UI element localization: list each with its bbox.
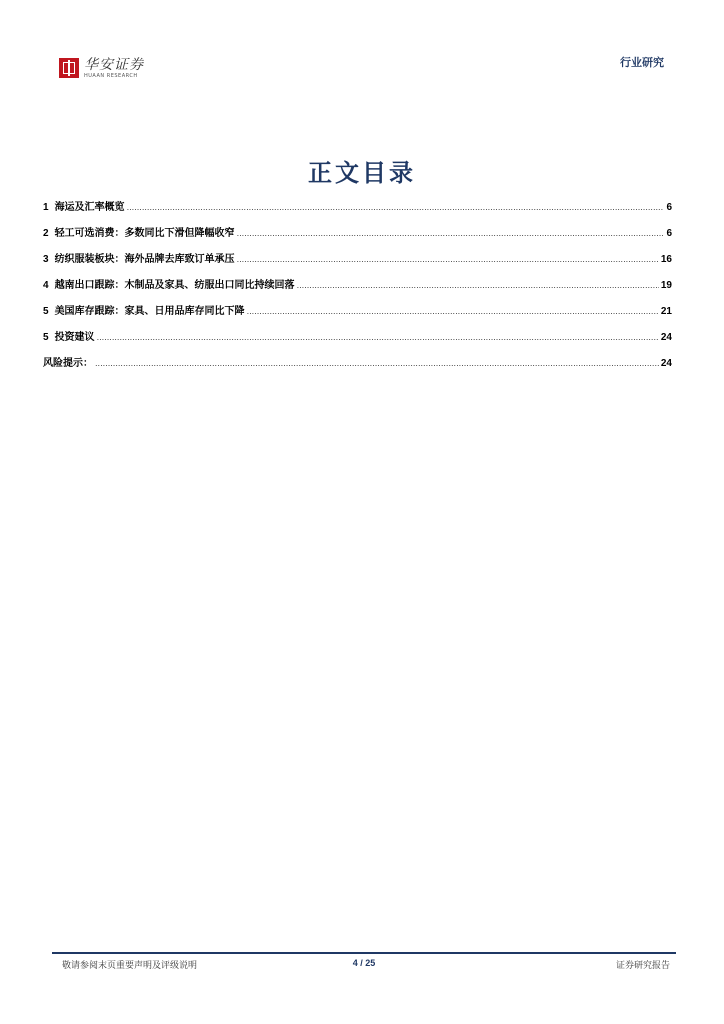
toc-entry-number: 4 xyxy=(43,280,49,291)
toc-entry[interactable] xyxy=(43,276,672,302)
toc-entry[interactable] xyxy=(43,250,672,276)
toc-entry[interactable] xyxy=(43,354,672,380)
page-number: 4 / 25 xyxy=(352,958,376,968)
toc-entry-page: 6 xyxy=(666,202,672,213)
toc-leader-dots xyxy=(95,358,659,369)
toc-entry-number: 5 xyxy=(43,332,49,343)
toc-entry-number: 5 xyxy=(43,306,49,317)
report-category: 行业研究 xyxy=(620,56,664,69)
toc-entry[interactable] xyxy=(43,198,672,224)
toc-entry-label: 风险提示： xyxy=(43,358,93,369)
toc-title: 正文目录 xyxy=(308,158,416,187)
toc-entry-label: 纺织服装板块：海外品牌去库致订单承压 xyxy=(54,254,235,265)
logo-name-en: HUAAN RESEARCH xyxy=(84,73,138,79)
toc-entry-number: 3 xyxy=(43,254,49,265)
toc-entry-label: 越南出口跟踪：木制品及家具、纺服出口同比持续回落 xyxy=(54,280,295,291)
toc-entry-number: 2 xyxy=(43,228,49,239)
toc-entry-page: 24 xyxy=(660,358,672,369)
footer-divider xyxy=(52,952,676,954)
toc-entry-page: 6 xyxy=(666,228,672,239)
toc-leader-dots xyxy=(127,202,665,213)
toc-entry[interactable] xyxy=(43,328,672,354)
toc-entry-label: 投资建议 xyxy=(54,332,95,343)
toc-leader-dots xyxy=(97,332,659,343)
toc-entry-label: 海运及汇率概览 xyxy=(54,202,125,213)
toc-leader-dots xyxy=(237,228,665,239)
toc-entry-page: 16 xyxy=(660,254,672,265)
toc-entry-page: 19 xyxy=(660,280,672,291)
toc-entry-label: 轻工可选消费：多数同比下滑但降幅收窄 xyxy=(54,228,235,239)
toc-entry-label: 美国库存跟踪：家具、日用品库存同比下降 xyxy=(54,306,245,317)
toc-leader-dots xyxy=(247,306,659,317)
company-logo xyxy=(59,58,144,80)
toc-entry[interactable] xyxy=(43,302,672,328)
toc-entry-page: 21 xyxy=(660,306,672,317)
page-footer xyxy=(52,952,676,978)
toc-entry-page: 24 xyxy=(660,332,672,343)
logo-text xyxy=(84,58,144,80)
toc-leader-dots xyxy=(297,280,659,291)
toc-entry[interactable] xyxy=(43,224,672,250)
footer-report-type: 证券研究报告 xyxy=(615,961,670,971)
toc-leader-dots xyxy=(237,254,659,265)
logo-name-cn: 华安证券 xyxy=(84,57,144,73)
toc-entry-number: 1 xyxy=(43,202,49,213)
logo-icon xyxy=(59,58,79,78)
table-of-contents xyxy=(43,198,672,380)
footer-disclaimer: 敬请参阅末页重要声明及评级说明 xyxy=(62,961,198,971)
page-header xyxy=(0,0,724,100)
